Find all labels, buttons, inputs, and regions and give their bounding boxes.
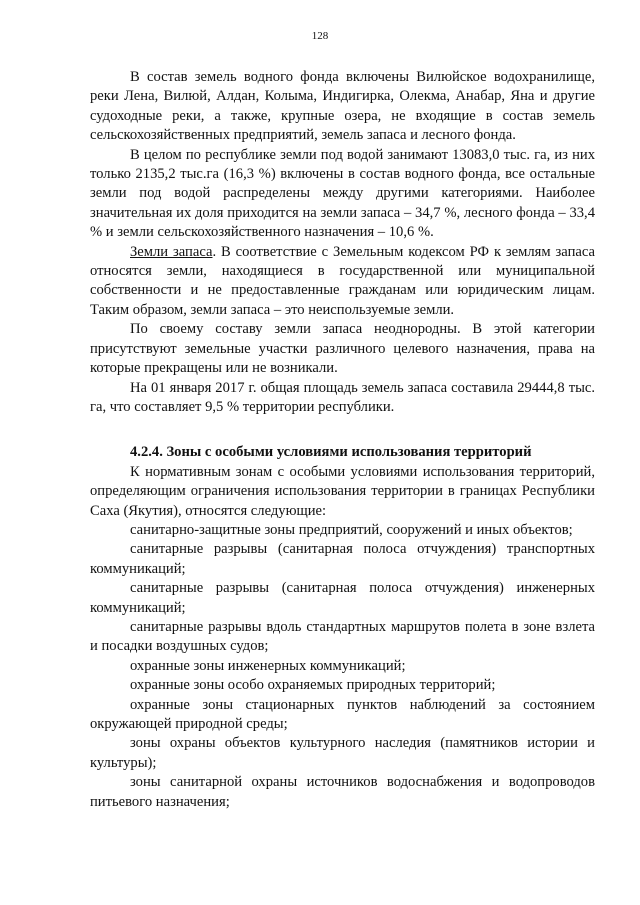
paragraph-zones-intro: К нормативным зонам с особыми условиями использования территорий, определяющим ограничения использования территории в границах Республики Саха (Якутия), относятся следующие: [90, 463, 595, 519]
list-item: санитарные разрывы (санитарная полоса отчуждения) инженерных коммуникаций; [90, 580, 595, 616]
paragraph-reserve-lands-area: На 01 января 2017 г. общая площадь земель запаса составила 29444,8 тыс. га, что составляет 9,5 % территории республики. [90, 379, 595, 415]
list-item: зоны охраны объектов культурного наследия (памятников истории и культуры); [90, 735, 595, 771]
paragraph-reserve-lands-composition: По своему составу земли запаса неоднородны. В этой категории присутствуют земельные участки различного целевого назначения, права на которые прекращены или не возникали. [90, 321, 595, 377]
list-item: охранные зоны особо охраняемых природных территорий; [130, 677, 496, 694]
paragraph-water-area-statistics: В целом по республике земли под водой занимают 13083,0 тыс. га, из них только 2135,2 тыс.га (16,3 %) включены в состав водного фонда, все остальные земли под водой распределены между другими категориями. Наиболее значительная их доля приходится на земли запаса – 34,7 %, лесного фонда – 33,4 % и земли сельскохозяйственного назначения – 10,6 %. [90, 146, 595, 241]
page-number: 128 [311, 30, 329, 42]
list-item: охранные зоны инженерных коммуникаций; [130, 657, 406, 674]
list-item: санитарные разрывы (санитарная полоса отчуждения) транспортных коммуникаций; [90, 541, 595, 577]
paragraph-reserve-lands-definition [90, 243, 595, 321]
term-reserve-lands: Земли запаса [130, 243, 213, 260]
list-item: охранные зоны стационарных пунктов наблюдений за состоянием окружающей природной среды; [90, 696, 595, 732]
list-item: санитарно-защитные зоны предприятий, сооружений и иных объектов; [130, 521, 573, 538]
page-content [90, 68, 595, 812]
list-item: санитарные разрывы вдоль стандартных маршрутов полета в зоне взлета и посадки воздушных судов; [90, 618, 595, 655]
reserve-lands-definition-text: . В соответствие с Земельным кодексом РФ к землям запаса относятся земли, находящиеся в государственной или муниципальной собственности и не предоставленные гражданам или юридическим лицам. Таким образом, земли запаса – это неиспользуемые земли. [90, 243, 595, 318]
paragraph-water-fund-composition: В состав земель водного фонда включены Вилюйское водохранилище, реки Лена, Вилюй, Алдан, Колыма, Индигирка, Олекма, Анабар, Яна и другие судоходные реки, а также, крупные озера, не входящие в состав земель сельскохозяйственных предприятий, земель запаса и лесного фонда. [90, 69, 595, 144]
section-heading: 4.2.4. Зоны с особыми условиями использования территорий [130, 444, 532, 461]
list-item: зоны санитарной охраны источников водоснабжения и водопроводов питьевого назначения; [90, 774, 595, 810]
